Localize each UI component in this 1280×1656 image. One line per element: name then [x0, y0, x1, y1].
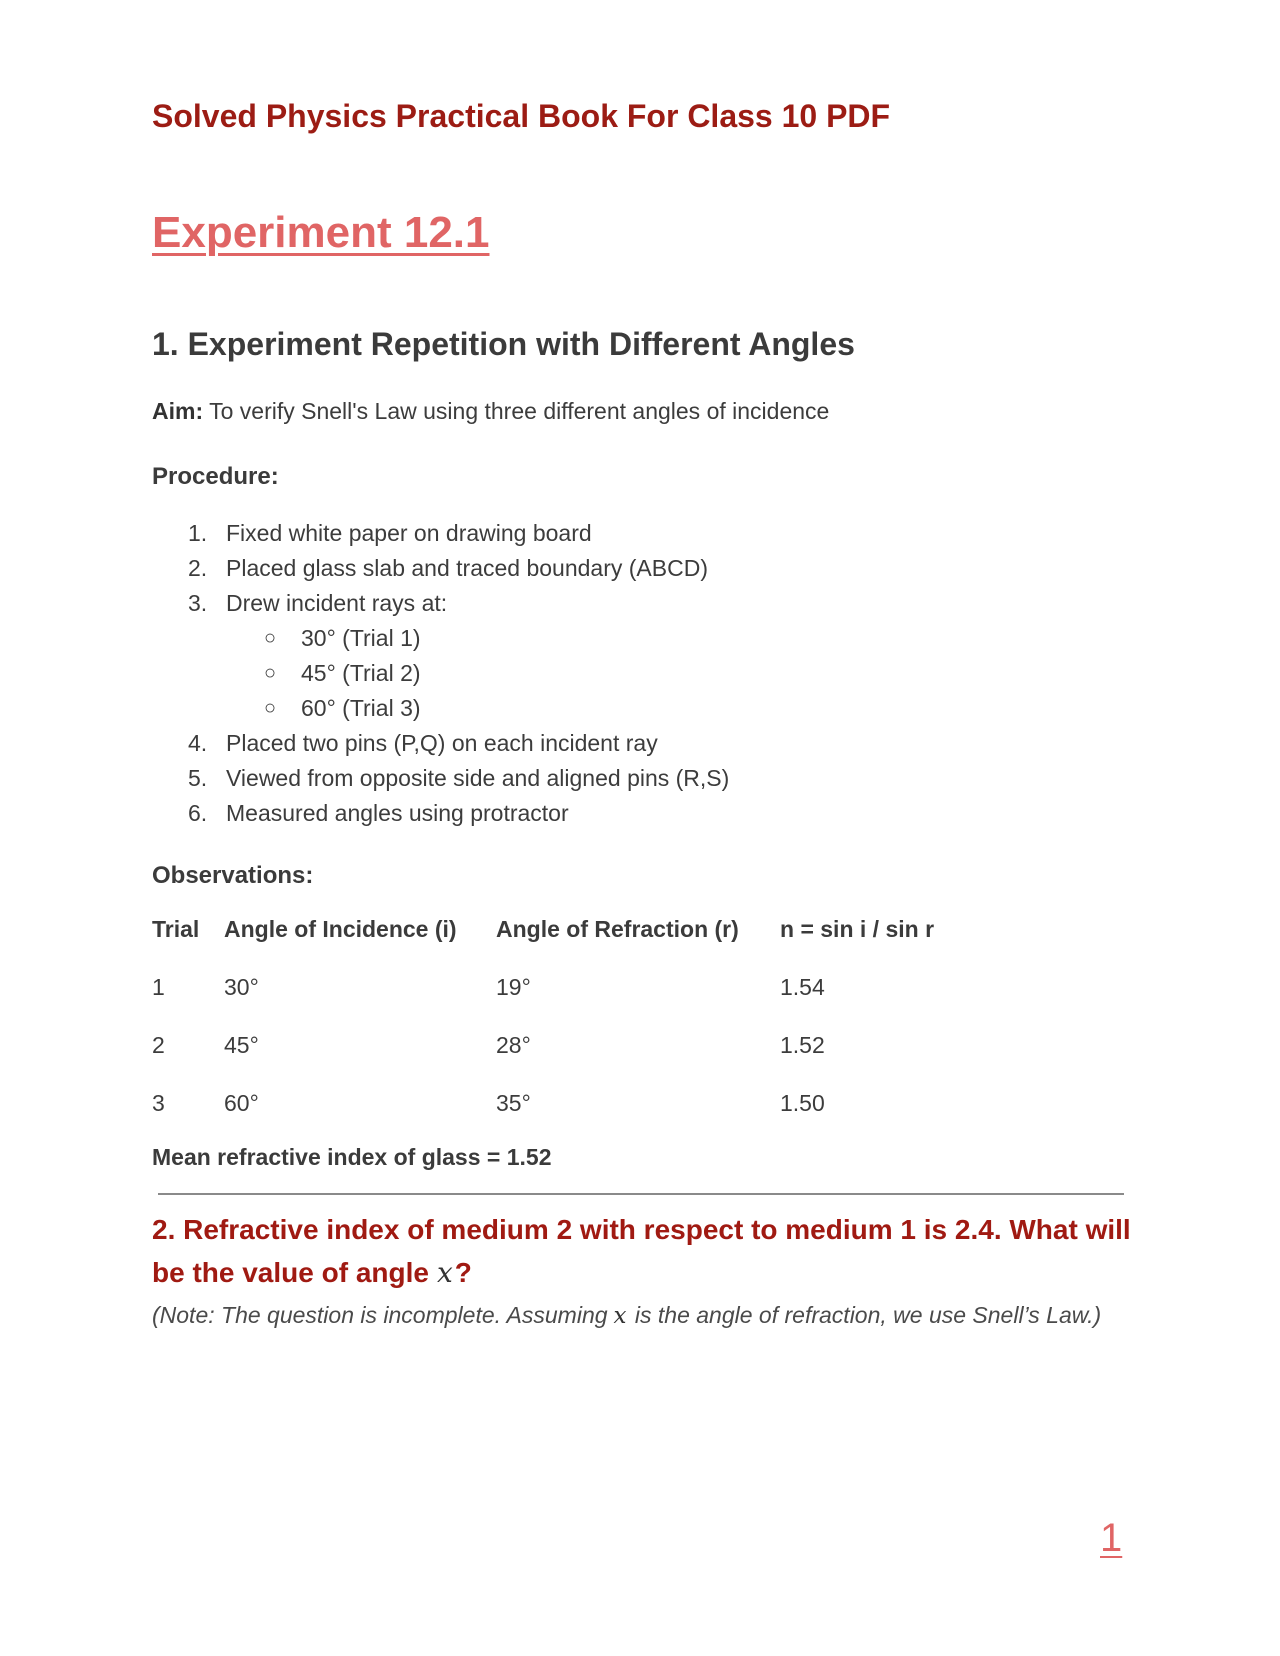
procedure-label: Procedure: [152, 463, 279, 490]
procedure-list [152, 516, 1052, 831]
step-number: 4. [188, 730, 208, 756]
table-cell: 28° [496, 1032, 531, 1058]
step-number: 2. [188, 555, 208, 581]
step-text: Placed glass slab and traced boundary (ABCD) [226, 555, 708, 581]
procedure-step [152, 796, 1052, 831]
document-page [152, 0, 1131, 1656]
aim-label: Aim: [152, 398, 204, 424]
procedure-step [152, 586, 1052, 621]
procedure-sub-item [152, 691, 1052, 726]
section-divider [158, 1193, 1124, 1195]
step-text: Drew incident rays at: [226, 590, 448, 616]
table-cell: 19° [496, 974, 531, 1000]
question-text: 2. Refractive index of medium 2 with respect to medium 1 is 2.4. What will be the value of angle [152, 1214, 1131, 1288]
procedure-step [152, 761, 1052, 796]
step-text: Fixed white paper on drawing board [226, 520, 592, 546]
table-header-cell: Angle of Incidence (i) [224, 916, 457, 942]
procedure-sub-item [152, 656, 1052, 691]
observations-label: Observations: [152, 862, 314, 889]
experiment-title[interactable]: Experiment 12.1 [152, 208, 490, 257]
procedure-step [152, 551, 1052, 586]
circle-bullet-icon: ○ [264, 662, 277, 684]
step-text: Placed two pins (P,Q) on each incident ray [226, 730, 658, 756]
table-cell: 30° [224, 974, 259, 1000]
sub-item-text: 60° (Trial 3) [301, 695, 421, 721]
step-number: 6. [188, 800, 208, 826]
table-cell: 2 [152, 1032, 165, 1058]
step-text: Viewed from opposite side and aligned pins (R,S) [226, 765, 730, 791]
mean-refractive-index: Mean refractive index of glass = 1.52 [152, 1144, 552, 1170]
question-note [152, 1297, 1112, 1335]
step-text: Measured angles using protractor [226, 800, 569, 826]
page-number-link[interactable]: 1 [1100, 1516, 1123, 1560]
table-cell: 35° [496, 1090, 531, 1116]
table-cell: 3 [152, 1090, 165, 1116]
sub-item-text: 30° (Trial 1) [301, 625, 421, 651]
aim-text: To verify Snell's Law using three different angles of incidence [203, 398, 830, 424]
section-heading: 1. Experiment Repetition with Different Angles [152, 326, 855, 362]
note-text-end: is the angle of refraction, we use Snell’s Law.) [628, 1302, 1102, 1328]
document-title: Solved Physics Practical Book For Class 10 PDF [152, 98, 891, 134]
circle-bullet-icon: ○ [264, 627, 277, 649]
circle-bullet-icon: ○ [264, 697, 277, 719]
note-variable: x [613, 1303, 627, 1329]
note-text-start: (Note: The question is incomplete. Assuming [152, 1302, 608, 1328]
table-header-cell: Angle of Refraction (r) [496, 916, 739, 942]
procedure-sub-item [152, 621, 1052, 656]
aim-paragraph [152, 398, 829, 425]
procedure-step [152, 726, 1052, 761]
table-cell: 1 [152, 974, 165, 1000]
table-header-cell: Trial [152, 916, 200, 942]
question-mark: ? [454, 1257, 472, 1288]
table-cell: 45° [224, 1032, 259, 1058]
step-number: 3. [188, 590, 208, 616]
table-cell: 1.50 [780, 1090, 825, 1116]
table-cell: 60° [224, 1090, 259, 1116]
step-number: 1. [188, 520, 208, 546]
table-header-cell: n = sin i / sin r [780, 916, 935, 942]
table-cell: 1.52 [780, 1032, 825, 1058]
table-cell: 1.54 [780, 974, 825, 1000]
question-variable: x [436, 1256, 453, 1289]
question-heading [152, 1208, 1132, 1294]
procedure-step [152, 516, 1052, 551]
sub-item-text: 45° (Trial 2) [301, 660, 421, 686]
step-number: 5. [188, 765, 208, 791]
